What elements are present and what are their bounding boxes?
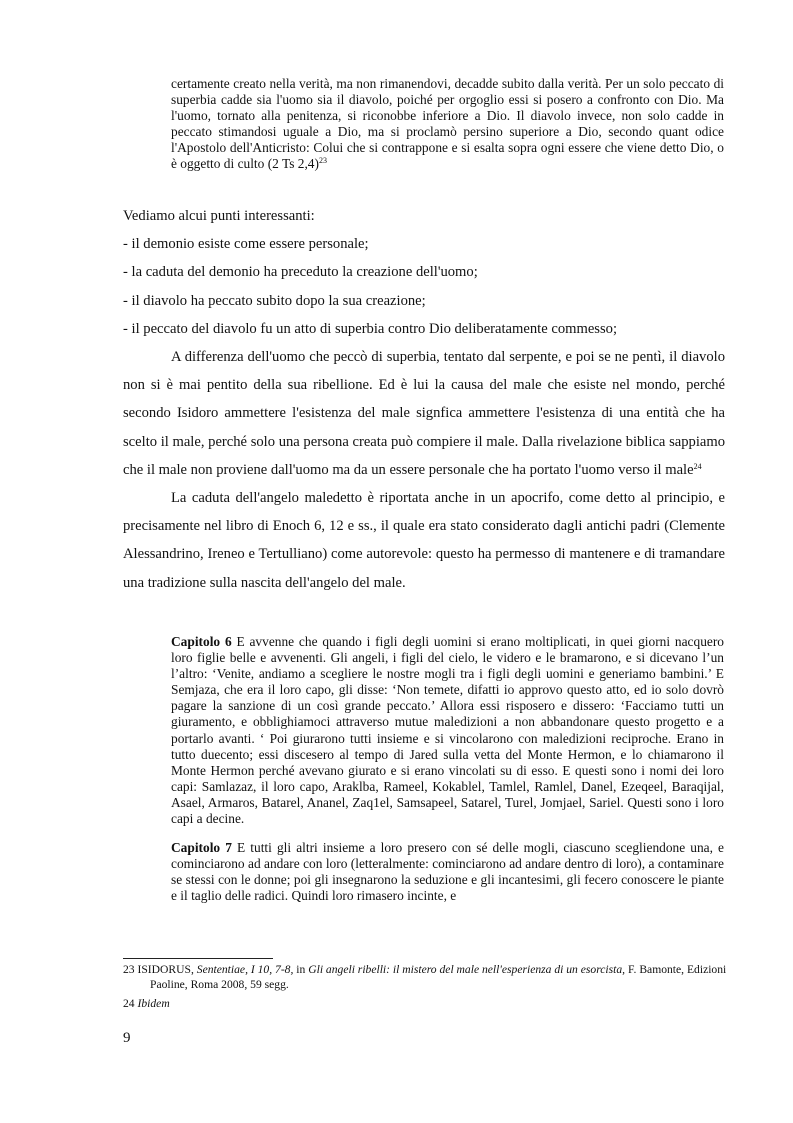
intro-line: Vediamo alcui punti interessanti: [123,208,315,224]
point-item-2: - la caduta del demonio ha preceduto la creazione dell'uomo; [123,264,478,281]
footnotes [123,962,733,1011]
footnote-23: 23 ISIDORUS, Sententiae, I 10, 7-8, in Gli angeli ribelli: il mistero del male nell'esperienza di un esorcista, F. Bamonte, Edizioni Paoline, Roma 2008, 59 segg. [123,963,727,992]
page-number: 9 [123,1030,131,1046]
chapter-7-label: Capitolo 7 [171,840,232,856]
chapter-6-label: Capitolo 6 [171,634,232,649]
footnote-ref-23[interactable]: 23 [318,156,327,166]
quote-text: certamente creato nella verità, ma non rimanendovi, decadde subito dalla verità. Per un solo peccato di superbia cadde sia l'uomo sia il diavolo, poiché per orgoglio essi si posero a confronto con Dio. Ma l'uomo, tornato alla penitenza, si riconobbe inferiore a Dio. Il diavolo invece, non solo cadde in peccato stimandosi uguale a Dio, ma si proclamò persino superiore a Dio, secondo quant odice l'Apostolo dell'Anticristo: Colui che si contrappone e si esalta sopra ogni essere che viene detto Dio, o è oggetto di culto (2 Ts 2,4)$^{23}$ [171,76,724,172]
paragraph-enoch: La caduta dell'angelo maledetto è riportata anche in un apocrifo, come detto al principio, e precisamente nel libro di Enoch 6, 12 e ss., il quale era stato considerato dagli antichi padri (Clemente Alessandrino, Ireneo e Tertulliano) come autorevole: questo ha permesso di mantenere e di tramandare una tradizione sulla nascita dell'angelo del male. [123,490,725,591]
point-item-3: - il diavolo ha peccato subito dopo la sua creazione; [123,292,426,309]
chapter-6-paragraph: Capitolo 6 E avvenne che quando i figli degli uomini si erano moltiplicati, in quei giorni nacquero loro figlie belle e avvenenti. Gli angeli, i figli del cielo, le videro e le bramarono, e si dicevano l’un l’altro: ‘Venite, andiamo a scegliere le nostre mogli tra i figli degli uomini e generiamo bambini.’ E Semjaza, che era il loro capo, gli disse: ‘Non temete, difatti io approvo questo atto, ed io solo dovrò pagare la sanzione di un così grande peccato.’ Allora essi risposero e dissero: ‘Facciamo tutti un giuramento, e obblighiamoci attraverso mutue maledizioni a non abbandonare questo progetto e a portarlo avanti. ‘ Poi giurarono tutti insieme e si vincolarono con maledizioni reciproche. Erano in tutto duecento; essi discesero al tempo di Jared sulla vetta del Monte Hermon, e lo chiamarono il Monte Hermon perché avevano giurato e si erano vincolati su di esso. E questi sono i nomi dei loro capi: Samlazaz, il loro capo, Araklba, Rameel, Kokablel, Tamlel, Ramlel, Danel, Ezeqeel, Baraqijal, Asael, Armaros, Batarel, Ananel, Zaq1el, Samsapeel, Satarel, Turel, Jomjael, Sariel. Questi sono i loro capi a decine. [171,634,724,827]
footnote-number: 23 [123,963,135,976]
paragraph-devil-not-repented: A differenza dell'uomo che peccò di superbia, tentato dal serpente, e poi se ne pentì, il diavolo non si è mai pentito della sua ribellione. Ed è lui la causa del male che esiste nel mondo, perché secondo Isidoro ammettere l'esistenza del male signfica ammettere l'esistenza di una entità che ha scelto il male, perché solo una persona creata può compiere il male. Dalla rivelazione biblica sappiamo che il male non proviene dall'uomo ma da un essere personale che ha portato l'uomo verso il male$^{24}$ [123,349,725,478]
footnote-separator [123,958,273,959]
footnote-ref-24[interactable]: 24 [693,461,702,471]
footnote-24: 24 Ibidem [123,996,170,1010]
block-quote-enoch [171,634,724,905]
main-text [123,202,725,597]
point-item-1: - il demonio esiste come essere personale; [123,236,369,253]
point-item-4: - il peccato del diavolo fu un atto di superbia contro Dio deliberatamente commesso; [123,320,618,337]
chapter-7-paragraph: Capitolo 7 E tutti gli altri insieme a loro presero con sé delle mogli, ciascuno scegliendone una, e cominciarono ad andare con loro (letteralmente: cominciarono ad andare dentro di loro), a contaminare se stessi con le donne; poi gli insegnarono la seduzione e gli incantesimi, gli fecero conoscere le piante e il taglio delle radici. Quindi loro rimasero incinte, e [171,840,724,904]
footnote-number: 24 [123,996,135,1010]
block-quote-isidore [171,76,724,173]
